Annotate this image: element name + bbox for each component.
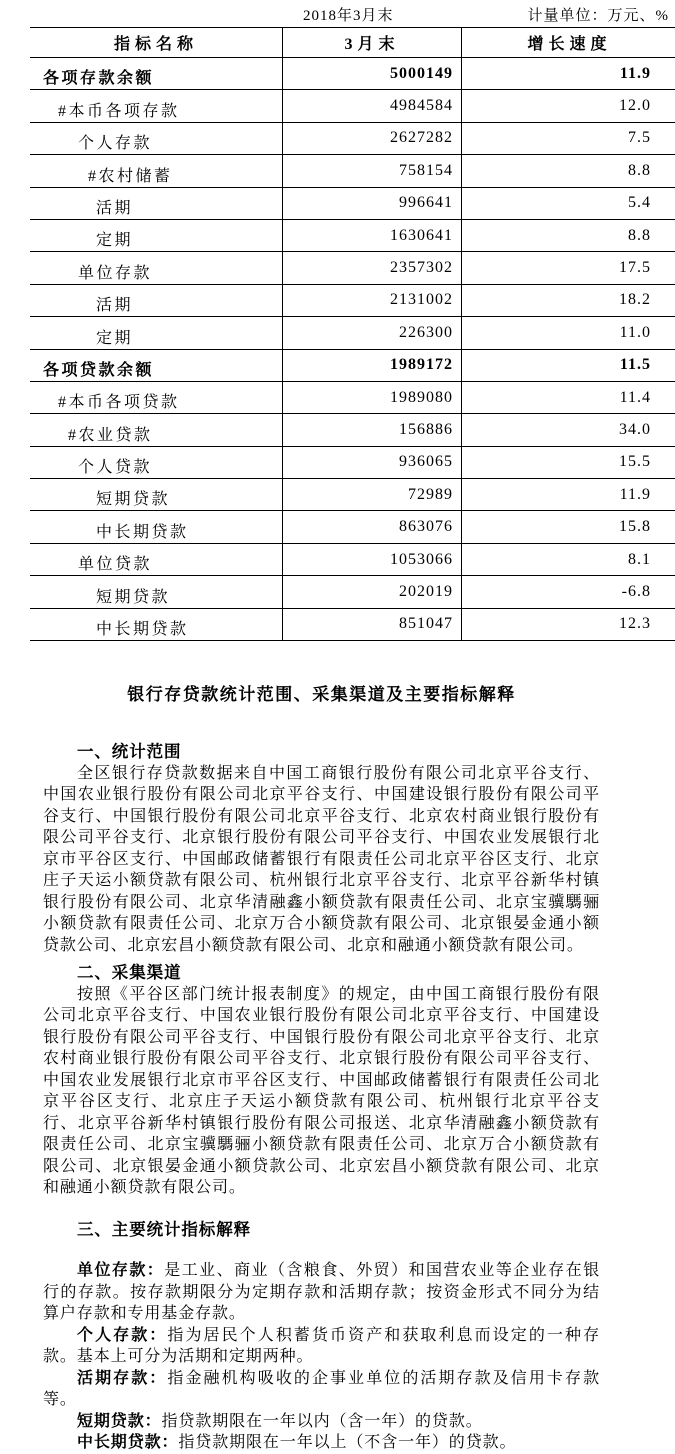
growth-rate-cell: 5.4 <box>462 187 675 219</box>
definition-item <box>43 1411 600 1433</box>
month-end-value-cell: 758154 <box>283 155 462 187</box>
article <box>43 683 600 1454</box>
table-row <box>30 187 675 219</box>
table-row <box>30 381 675 413</box>
growth-rate-cell: 8.1 <box>462 543 675 575</box>
month-end-value-cell: 2357302 <box>283 252 462 284</box>
indicator-name-cell: 个人贷款 <box>30 446 283 478</box>
growth-rate-cell: 12.3 <box>462 608 675 640</box>
month-end-value-cell: 1989080 <box>283 381 462 413</box>
indicator-name-cell: 中长期贷款 <box>30 511 283 543</box>
definition-text: 指贷款期限在一年以内（含一年）的贷款。 <box>162 1413 483 1430</box>
month-end-value-cell: 72989 <box>283 479 462 511</box>
table-row <box>30 576 675 608</box>
month-end-value-cell: 1989172 <box>283 349 462 381</box>
month-end-value-cell: 996641 <box>283 187 462 219</box>
growth-rate-cell: 15.8 <box>462 511 675 543</box>
table-row <box>30 90 675 122</box>
top-label-strip <box>0 0 675 27</box>
indicator-name-cell: 定期 <box>30 219 283 251</box>
table-row <box>30 284 675 316</box>
month-end-value-cell: 936065 <box>283 446 462 478</box>
table-row <box>30 122 675 154</box>
month-end-value-cell: 202019 <box>283 576 462 608</box>
section-heading-scope: 一、统计范围 <box>43 741 600 763</box>
indicator-name-cell: 单位存款 <box>30 252 283 284</box>
month-end-value-cell: 1630641 <box>283 219 462 251</box>
table-row <box>30 155 675 187</box>
definition-text: 指金融机构吸收的企事业单位的活期存款及信用卡存款等。 <box>43 1370 600 1409</box>
growth-rate-cell: 18.2 <box>462 284 675 316</box>
definition-term: 个人存款： <box>77 1327 167 1344</box>
definition-term: 活期存款： <box>77 1370 167 1387</box>
definition-term: 短期贷款： <box>77 1413 162 1430</box>
month-end-value-cell: 4984584 <box>283 90 462 122</box>
definition-term: 中长期贷款： <box>77 1434 178 1451</box>
month-end-value-cell: 5000149 <box>283 58 462 90</box>
growth-rate-cell: 34.0 <box>462 414 675 446</box>
channels-paragraph: 按照《平谷区部门统计报表制度》的规定，由中国工商银行股份有限公司北京平谷支行、中国农业银行股份有限公司北京平谷支行、中国建设银行股份有限公司平谷支行、中国银行股份有限公司北京平谷支行、北京农村商业银行股份有限公司平谷支行、北京银行股份有限公司平谷支行、中国农业发展银行北京市平谷区支行、中国邮政储蓄银行有限责任公司北京平谷区支行、北京庄子天运小额贷款有限公司、杭州银行北京平谷支行、北京平谷新华村镇银行股份有限公司报送、北京华清融鑫小额贷款有限责任公司、北京宝骥騳骊小额贷款有限责任公司、北京万合小额贷款有限公司、北京银晏金通小额贷款公司、北京宏昌小额贷款有限公司、北京和融通小额贷款有限公司。 <box>43 984 600 1199</box>
indicator-name-cell: 活期 <box>30 284 283 316</box>
growth-rate-cell: 15.5 <box>462 446 675 478</box>
growth-rate-cell: 8.8 <box>462 219 675 251</box>
table-header <box>30 28 675 58</box>
growth-rate-cell: -6.8 <box>462 576 675 608</box>
table-row <box>30 511 675 543</box>
indicator-name-cell: 各项贷款余额 <box>30 349 283 381</box>
growth-rate-cell: 11.0 <box>462 317 675 349</box>
definition-item <box>43 1368 600 1411</box>
growth-rate-cell: 11.9 <box>462 479 675 511</box>
table-row <box>30 317 675 349</box>
growth-rate-cell: 12.0 <box>462 90 675 122</box>
growth-rate-cell: 7.5 <box>462 122 675 154</box>
measure-unit-label: 计量单位：万元、% <box>528 4 670 25</box>
col-header-indicator-name: 指标名称 <box>30 28 283 58</box>
indicator-name-cell: 活期 <box>30 187 283 219</box>
definition-item <box>43 1260 600 1325</box>
month-end-value-cell: 851047 <box>283 608 462 640</box>
indicator-name-cell: 单位贷款 <box>30 543 283 575</box>
indicator-name-cell: #本币各项存款 <box>30 90 283 122</box>
month-end-value-cell: 1053066 <box>283 543 462 575</box>
definition-item <box>43 1432 600 1454</box>
table-row <box>30 414 675 446</box>
definition-item <box>43 1325 600 1368</box>
table-row <box>30 608 675 640</box>
table-row <box>30 446 675 478</box>
table-body <box>30 58 675 641</box>
report-period-label: 2018年3月末 <box>303 4 394 25</box>
growth-rate-cell: 11.9 <box>462 58 675 90</box>
indicator-name-cell: #本币各项贷款 <box>30 381 283 413</box>
month-end-value-cell: 226300 <box>283 317 462 349</box>
growth-rate-cell: 17.5 <box>462 252 675 284</box>
table-row <box>30 349 675 381</box>
month-end-value-cell: 863076 <box>283 511 462 543</box>
growth-rate-cell: 8.8 <box>462 155 675 187</box>
month-end-value-cell: 156886 <box>283 414 462 446</box>
table-row <box>30 58 675 90</box>
month-end-value-cell: 2131002 <box>283 284 462 316</box>
article-title: 银行存贷款统计范围、采集渠道及主要指标解释 <box>43 683 600 707</box>
growth-rate-cell: 11.4 <box>462 381 675 413</box>
table-header-row <box>30 28 675 58</box>
table-row <box>30 543 675 575</box>
growth-rate-cell: 11.5 <box>462 349 675 381</box>
table-row <box>30 252 675 284</box>
month-end-value-cell: 2627282 <box>283 122 462 154</box>
indicator-name-cell: #农业贷款 <box>30 414 283 446</box>
deposit-loan-stats-table <box>30 27 675 641</box>
definition-term: 单位存款： <box>77 1262 164 1279</box>
definitions-list <box>43 1260 600 1454</box>
table-row <box>30 479 675 511</box>
indicator-name-cell: 短期贷款 <box>30 576 283 608</box>
definition-text: 指贷款期限在一年以上（不含一年）的贷款。 <box>178 1434 516 1451</box>
indicator-name-cell: 中长期贷款 <box>30 608 283 640</box>
indicator-name-cell: 短期贷款 <box>30 479 283 511</box>
section-heading-definitions: 三、主要统计指标解释 <box>43 1219 600 1241</box>
indicator-name-cell: 各项存款余额 <box>30 58 283 90</box>
definition-text: 指为居民个人积蓄货币资产和获取利息而设定的一种存款。基本上可分为活期和定期两种。 <box>43 1327 600 1366</box>
indicator-name-cell: 定期 <box>30 317 283 349</box>
col-header-growth-rate: 增长速度 <box>462 28 675 58</box>
table-row <box>30 219 675 251</box>
indicator-name-cell: #农村储蓄 <box>30 155 283 187</box>
indicator-name-cell: 个人存款 <box>30 122 283 154</box>
scope-paragraph: 全区银行存贷款数据来自中国工商银行股份有限公司北京平谷支行、中国农业银行股份有限公司北京平谷支行、中国建设银行股份有限公司平谷支行、中国银行股份有限公司北京平谷支行、北京农村商业银行股份有限公司平谷支行、北京银行股份有限公司平谷支行、中国农业发展银行北京市平谷区支行、中国邮政储蓄银行有限责任公司北京平谷区支行、北京庄子天运小额贷款有限公司、杭州银行北京平谷支行、北京平谷新华村镇银行股份有限公司、北京华清融鑫小额贷款有限责任公司、北京宝骥騳骊小额贷款有限责任公司、北京万合小额贷款有限公司、北京银晏金通小额贷款公司、北京宏昌小额贷款有限公司、北京和融通小额贷款有限公司。 <box>43 763 600 957</box>
definition-text: 是工业、商业（含粮食、外贸）和国营农业等企业存在银行的存款。按存款期限分为定期存款和活期存款；按资金形式不同分为结算户存款和专用基金存款。 <box>43 1262 600 1322</box>
section-heading-channels: 二、采集渠道 <box>43 962 600 984</box>
col-header-month-end: 3月末 <box>283 28 462 58</box>
